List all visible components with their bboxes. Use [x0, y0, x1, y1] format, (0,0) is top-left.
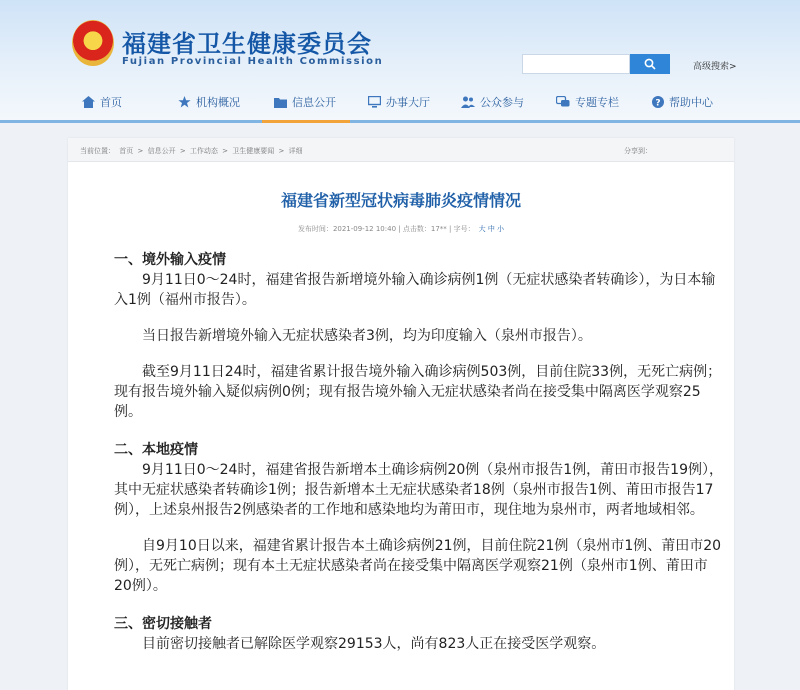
- breadcrumb-separator: >: [137, 147, 144, 155]
- search-button[interactable]: [630, 54, 670, 74]
- click-count: 17**: [430, 225, 447, 233]
- search-input[interactable]: [522, 54, 630, 74]
- breadcrumb-bar: [68, 138, 734, 162]
- svg-text:?: ?: [655, 98, 661, 108]
- site-title[interactable]: 福建省卫生健康委员会: [122, 30, 372, 58]
- nav-active-indicator: [262, 120, 350, 123]
- nav-item-about[interactable]: [178, 94, 240, 110]
- breadcrumb-item-detail: 详细: [288, 147, 303, 155]
- nav-label: 公众参与: [480, 96, 524, 109]
- nav-item-service-hall[interactable]: [368, 94, 430, 110]
- site-header: [0, 0, 800, 122]
- chat-icon: [556, 96, 570, 108]
- nav-label: 首页: [100, 96, 122, 109]
- section-heading: 二、本地疫情: [114, 442, 198, 458]
- article-meta: [68, 224, 734, 234]
- site-subtitle: Fujian Provincial Health Commission: [122, 56, 384, 67]
- breadcrumb-separator: >: [222, 147, 229, 155]
- nav-item-info-disclosure[interactable]: [274, 94, 336, 110]
- font-size-switcher[interactable]: 大 中 小: [478, 225, 505, 233]
- monitor-icon: [368, 96, 381, 108]
- nav-item-help-center[interactable]: [652, 94, 713, 110]
- meta-clicks-label: 点击数：: [402, 225, 431, 233]
- breadcrumb-separator: >: [179, 147, 186, 155]
- star-icon: [178, 96, 191, 108]
- advanced-search-link[interactable]: 高级搜索>: [693, 62, 737, 72]
- meta-time-label: 发布时间：: [297, 225, 333, 233]
- help-icon: [652, 96, 664, 108]
- meta-separator: |: [449, 225, 454, 233]
- article-paragraph: 9月11日0～24时，福建省报告新增境外输入确诊病例1例（无症状感染者转确诊），为日本输入1例（福州市报告）。: [114, 272, 716, 308]
- breadcrumb-prefix: 当前位置：: [80, 147, 115, 155]
- people-icon: [461, 96, 475, 108]
- nav-label: 信息公开: [292, 96, 336, 109]
- article-paragraph: 自9月10日以来，福建省累计报告本土确诊病例21例，目前住院21例（泉州市1例、莆田市20例），无死亡病例；现有本土无症状感染者尚在接受集中隔离医学观察21例（泉州市1例、莆田市20例）。: [114, 538, 722, 594]
- breadcrumb-item-home[interactable]: 首页: [119, 147, 134, 155]
- article-panel: [68, 138, 734, 690]
- nav-item-home[interactable]: [82, 94, 122, 110]
- folder-icon: [274, 96, 287, 108]
- nav-item-special-topics[interactable]: [556, 94, 619, 110]
- nav-divider: [0, 120, 800, 123]
- section-heading: 三、密切接触者: [114, 616, 212, 632]
- breadcrumb-item-info[interactable]: 信息公开: [147, 147, 176, 155]
- home-icon: [82, 96, 95, 108]
- meta-separator: |: [398, 225, 403, 233]
- nav-label: 机构概况: [196, 96, 240, 109]
- publish-time: 2021-09-12 10:40: [332, 225, 397, 233]
- article-paragraph: 目前密切接触者已解除医学观察29153人，尚有823人正在接受医学观察。: [142, 636, 606, 652]
- nav-label: 帮助中心: [669, 96, 713, 109]
- meta-size-label: 字号：: [453, 225, 475, 233]
- nav-label: 办事大厅: [386, 96, 430, 109]
- article-paragraph: 截至9月11日24时，福建省累计报告境外输入确诊病例503例，目前住院33例，无死亡病例；现有报告境外输入疑似病例0例；现有报告境外输入无症状感染者尚在接受集中隔离医学观察25例。: [114, 364, 722, 420]
- search-icon: [644, 58, 656, 70]
- section-heading: 一、境外输入疫情: [114, 252, 226, 268]
- article-paragraph: 当日报告新增境外输入无症状感染者3例，均为印度输入（泉州市报告）。: [142, 328, 592, 344]
- main-nav: [0, 88, 800, 118]
- nav-label: 专题专栏: [575, 96, 619, 109]
- article-body: [114, 246, 724, 670]
- article-paragraph: 9月11日0～24时，福建省报告新增本土确诊病例20例（泉州市报告1例，莆田市报告19例），其中无症状感染者转确诊1例；报告新增本土无症状感染者18例（泉州市报告1例、莆田市报告17例），上述泉州报告2例感染者的工作地和感染地均为莆田市，现住地为泉州市，两者地域相邻。: [114, 462, 723, 518]
- share-label: 分享到：: [624, 147, 652, 155]
- breadcrumb-item-health-news[interactable]: 卫生健康要闻: [232, 147, 275, 155]
- breadcrumb-separator: >: [278, 147, 285, 155]
- national-emblem-icon: [72, 20, 114, 66]
- breadcrumb: [80, 146, 305, 156]
- article-title: 福建省新型冠状病毒肺炎疫情情况: [280, 191, 521, 210]
- breadcrumb-item-work-news[interactable]: 工作动态: [189, 147, 218, 155]
- nav-item-public-participation[interactable]: [461, 94, 524, 110]
